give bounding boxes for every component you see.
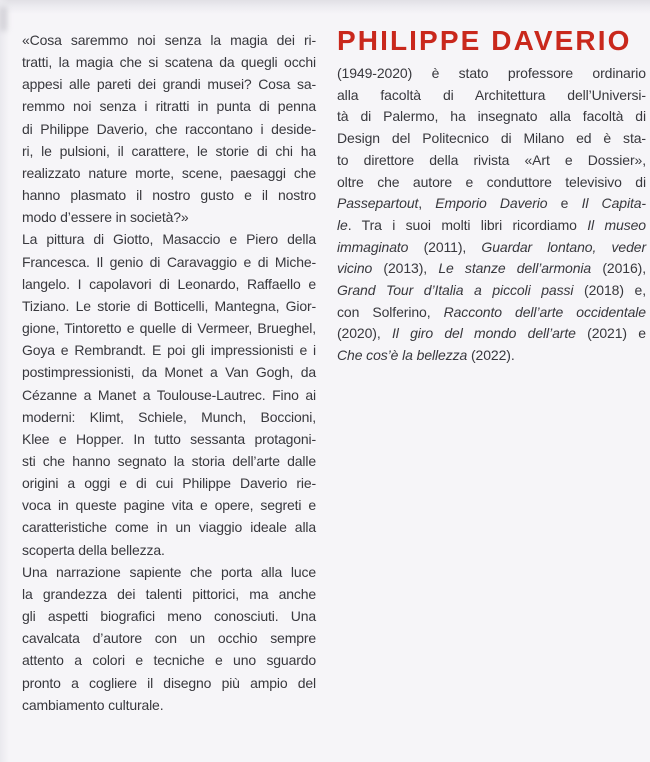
text-line: Una narrazione sapiente che porta alla luce <box>22 563 316 580</box>
text-line: cavalcata d’autore con un occhio sempre <box>22 630 316 647</box>
book-title-text: vicino <box>337 260 373 277</box>
text-line: caratteristiche come in un viaggio ideale alla <box>22 519 316 536</box>
bio-text: to direttore della rivista «Art e Dossier», <box>337 151 646 168</box>
text-line: langelo. I capolavori di Leonardo, Raffaello e <box>22 275 316 292</box>
book-title-text: Il museo <box>587 216 646 233</box>
bio-text: , <box>418 195 436 212</box>
text-line <box>337 215 646 237</box>
text-line <box>337 302 646 324</box>
book-title-text: le <box>337 216 348 233</box>
scan-edge-artifact-top <box>0 0 650 14</box>
text-line <box>337 258 646 280</box>
book-title-text: Guardar lontano, veder <box>481 238 647 255</box>
book-title-text: Le stanze dell’armonia <box>438 260 592 277</box>
bio-text: (2011), <box>408 238 482 255</box>
book-title-text: Il giro del mondo dell’arte <box>391 325 576 342</box>
bio-text: tà di Palermo, ha insegnato alla facoltà di <box>337 108 646 125</box>
right-column-bio <box>337 24 646 367</box>
text-line <box>337 150 646 172</box>
text-line: tratti, la magia che si scatena da quegli occhi <box>22 54 316 71</box>
text-line: di Philippe Daverio, che raccontano i deside- <box>22 120 316 137</box>
text-line: Goya e Rembrandt. E poi gli impressionisti e i <box>22 342 316 359</box>
text-line: realizzato nature morte, scene, paesaggi che <box>22 164 316 181</box>
text-line: appesi alle pareti dei grandi musei? Cosa sa- <box>22 76 316 93</box>
text-line: postimpressionisti, da Monet a Van Gogh, da <box>22 364 316 381</box>
text-line: Tiziano. Le storie di Botticelli, Mantegna, Gior- <box>22 297 316 314</box>
text-line: moderni: Klimt, Schiele, Munch, Boccioni, <box>22 408 316 425</box>
author-name-heading: PHILIPPE DAVERIO <box>337 25 632 56</box>
book-title-text: Racconto dell’arte occidentale <box>443 303 646 320</box>
text-line: voca in queste pagine vita e opere, segreti e <box>22 497 316 514</box>
text-line: Cézanne a Manet a Toulouse-Lautrec. Fino ai <box>22 386 316 403</box>
text-line: cambiamento culturale. <box>22 696 164 713</box>
text-line: la grandezza dei talenti pittorici, ma anche <box>22 585 316 602</box>
text-line: sti che hanno segnato la storia dell’arte dalle <box>22 452 316 469</box>
text-line: gli aspetti biografici meno conosciuti. Una <box>22 608 316 625</box>
bio-text: (2020), <box>337 325 392 342</box>
text-line: modo d’essere in società?» <box>22 209 189 226</box>
text-line: pronto a cogliere il disegno più ampio del <box>22 674 316 691</box>
text-line: attento a colori e tecniche e uno sguardo <box>22 652 316 669</box>
scan-edge-artifact-left <box>0 0 9 762</box>
text-line <box>337 280 646 302</box>
book-title-text: Che cos’è la bellezza <box>337 347 468 364</box>
bio-text: (2013), <box>372 260 439 277</box>
book-title-text: immaginato <box>337 238 409 255</box>
text-line <box>337 128 646 150</box>
text-line: La pittura di Giotto, Masaccio e Piero della <box>22 231 316 248</box>
text-line: origini a oggi e di cui Philippe Daverio rie- <box>22 475 316 492</box>
book-title-text: Emporio Daverio <box>435 195 548 212</box>
text-line <box>337 172 646 194</box>
text-line <box>337 193 646 215</box>
book-title-text: Grand Tour d’Italia a piccoli passi <box>337 282 574 299</box>
bio-text: Design del Politecnico di Milano ed è sta- <box>337 130 646 147</box>
bio-text: (2022). <box>467 347 515 364</box>
bio-text: oltre che autore e conduttore televisivo di <box>337 173 646 190</box>
left-column-blurb <box>22 29 316 716</box>
bio-text: (2021) e <box>575 325 646 342</box>
text-line: ri, le pulsioni, il carattere, le storie di chi ha <box>22 142 316 159</box>
text-line: Klee e Hopper. In tutto sessanta protagoni- <box>22 430 316 447</box>
text-line <box>337 106 646 128</box>
text-line <box>337 323 646 345</box>
text-line: gione, Tintoretto e quelle di Vermeer, Brueghel, <box>22 320 316 337</box>
bio-text: (2016), <box>591 260 646 277</box>
bio-text: (1949-2020) è stato professore ordinario <box>337 65 646 81</box>
text-line: «Cosa saremmo noi senza la magia dei ri- <box>22 32 316 48</box>
text-line: hanno plasmato il nostro gusto e il nostro <box>22 187 316 204</box>
text-line <box>337 345 646 367</box>
text-line: Francesca. Il genio di Caravaggio e di Miche- <box>22 253 316 270</box>
text-line <box>337 237 646 259</box>
bio-text: (2018) e, <box>573 282 646 299</box>
bio-text: con Solferino, <box>337 303 444 320</box>
text-line: scoperta della bellezza. <box>22 541 165 558</box>
text-line <box>337 63 646 85</box>
scan-smudge-artifact <box>0 7 7 31</box>
text-line: remmo noi senza i ritratti in punta di penna <box>22 98 316 115</box>
bio-text: . Tra i suoi molti libri ricordiamo <box>347 216 588 233</box>
bio-text: alla facoltà di Architettura dell’Universi- <box>337 86 646 103</box>
author-bio-text <box>337 63 646 367</box>
book-title-text: Passepartout <box>337 195 419 212</box>
text-line <box>337 85 646 107</box>
book-title-text: Il Capita- <box>581 195 646 212</box>
bio-text: e <box>547 195 582 212</box>
